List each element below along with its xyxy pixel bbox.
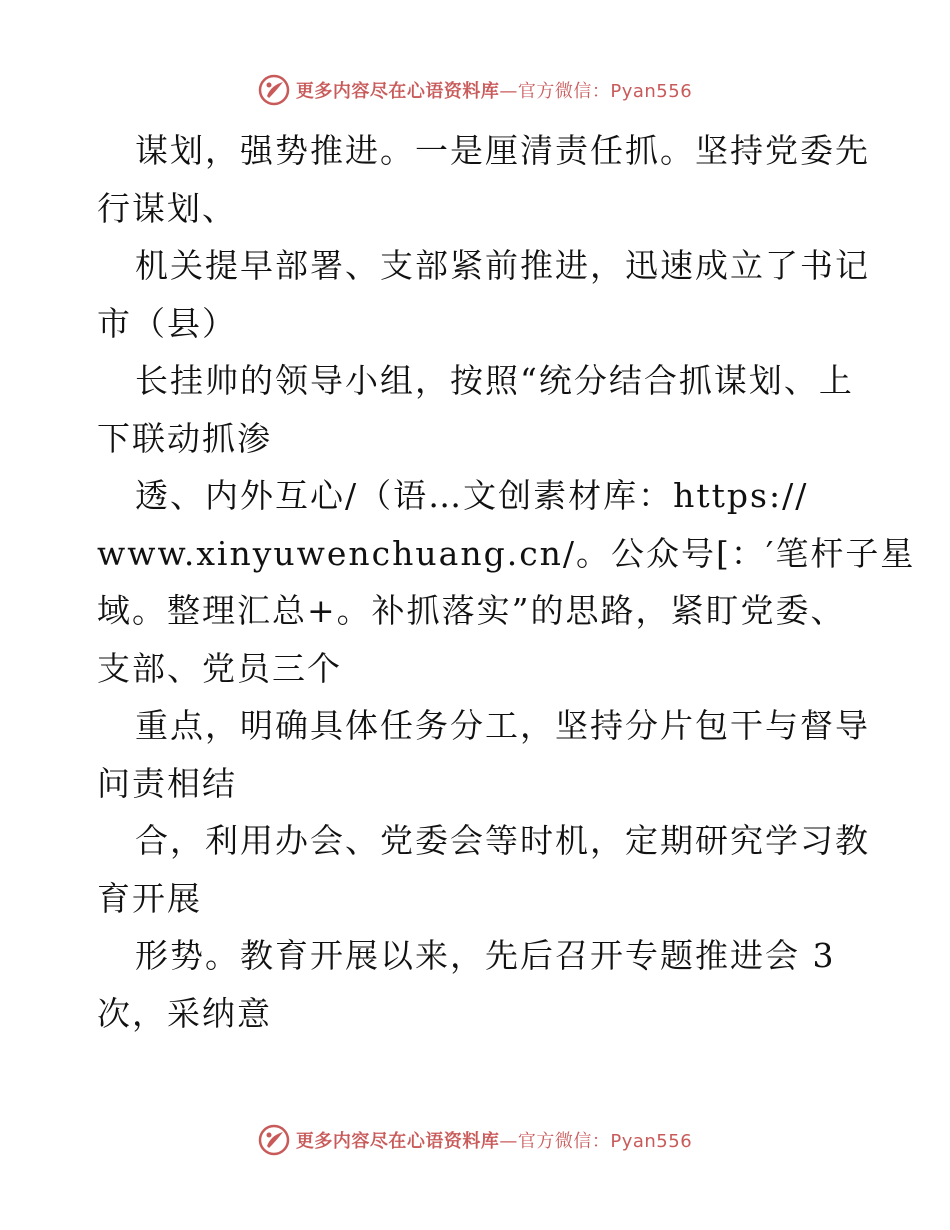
body-line: www.xinyuwenchuang.cn/。公众号[：′笔杆子星 xyxy=(97,533,916,573)
header-wechat-text: 官方微信：Pyan556 xyxy=(517,81,693,102)
footer-banner xyxy=(0,1120,950,1160)
body-line: 透、内外互心/（语…文创素材库：https:// xyxy=(135,476,809,515)
body-line: 育开展 xyxy=(97,878,202,918)
body-line: 域。整理汇总+。补抓落实”的思路，紧盯党委、 xyxy=(97,591,846,630)
body-line: 重点，明确具体任务分工，坚持分片包干与督导 xyxy=(135,706,870,745)
logo-icon xyxy=(258,74,290,106)
body-line: 机关提早部署、支部紧前推进，迅速成立了书记 xyxy=(135,246,870,285)
body-line: 次，采纳意 xyxy=(97,993,272,1033)
footer-text xyxy=(296,1127,692,1153)
body-line: 下联动抓渗 xyxy=(97,418,272,458)
header-text xyxy=(296,77,692,103)
body-line: 支部、党员三个 xyxy=(97,648,342,688)
body-line: 长挂帅的领导小组，按照“统分结合抓谋划、上 xyxy=(135,361,854,400)
body-line: 谋划，强势推进。一是厘清责任抓。坚持党委先 xyxy=(135,131,870,170)
logo-icon xyxy=(258,1124,290,1156)
body-line: 市（县） xyxy=(97,303,237,343)
body-line: 问责相结 xyxy=(97,763,237,803)
body-line: 形势。教育开展以来，先后召开专题推进会 3 xyxy=(135,936,836,975)
body-line: 行谋划、 xyxy=(97,188,237,228)
header-site-text: 更多内容尽在心语资料库 xyxy=(295,81,500,102)
header-separator: — xyxy=(499,81,518,102)
footer-wechat-text: 官方微信：Pyan556 xyxy=(517,1131,693,1152)
body-line: 合，利用办会、党委会等时机，定期研究学习教 xyxy=(135,821,870,860)
header-banner xyxy=(0,70,950,110)
document-body xyxy=(97,122,916,1042)
footer-site-text: 更多内容尽在心语资料库 xyxy=(295,1131,500,1152)
footer-separator: — xyxy=(499,1131,518,1152)
